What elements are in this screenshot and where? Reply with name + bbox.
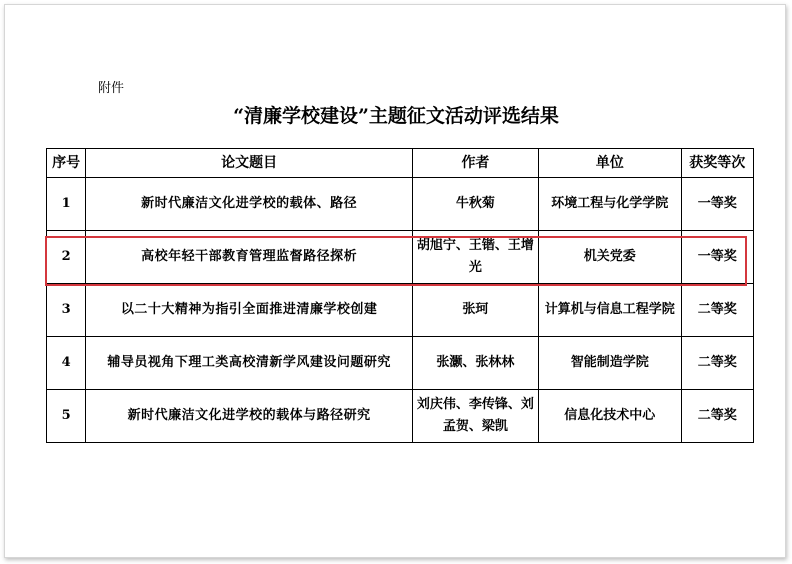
cell-award: 二等奖 [681,390,753,443]
table-row [47,231,754,284]
cell-no: 4 [47,337,86,390]
cell-no: 5 [47,390,86,443]
cell-no: 1 [47,178,86,231]
cell-title: 高校年轻干部教育管理监督路径探析 [86,231,413,284]
table-row [47,337,754,390]
header-unit: 单位 [538,149,681,178]
header-no: 序号 [47,149,86,178]
header-author: 作者 [412,149,538,178]
cell-title: 新时代廉洁文化进学校的载体、路径 [86,178,413,231]
attachment-label: 附件 [98,81,125,96]
cell-award: 一等奖 [681,231,753,284]
cell-author: 胡旭宁、王锴、王增光 [412,231,538,284]
cell-unit: 计算机与信息工程学院 [538,284,681,337]
cell-no: 3 [47,284,86,337]
cell-award: 二等奖 [681,337,753,390]
document-title: “清廉学校建设”主题征文活动评选结果 [233,105,559,127]
cell-award: 一等奖 [681,178,753,231]
table-row [47,390,754,443]
cell-unit: 信息化技术中心 [538,390,681,443]
table-row [47,178,754,231]
cell-unit: 智能制造学院 [538,337,681,390]
header-award: 获奖等次 [681,149,753,178]
results-table [46,148,754,443]
cell-title: 辅导员视角下理工类高校清新学风建设问题研究 [86,337,413,390]
header-title: 论文题目 [86,149,413,178]
cell-title: 新时代廉洁文化进学校的载体与路径研究 [86,390,413,443]
cell-award: 二等奖 [681,284,753,337]
cell-author: 张灏、张林林 [412,337,538,390]
document-page [4,4,786,558]
cell-author: 牛秋菊 [412,178,538,231]
cell-unit: 机关党委 [538,231,681,284]
cell-author: 张珂 [412,284,538,337]
table-row [47,284,754,337]
cell-author: 刘庆伟、李传锋、刘孟贺、梁凯 [412,390,538,443]
cell-no: 2 [47,231,86,284]
cell-unit: 环境工程与化学学院 [538,178,681,231]
cell-title: 以二十大精神为指引全面推进清廉学校创建 [86,284,413,337]
table-header-row [47,149,754,178]
